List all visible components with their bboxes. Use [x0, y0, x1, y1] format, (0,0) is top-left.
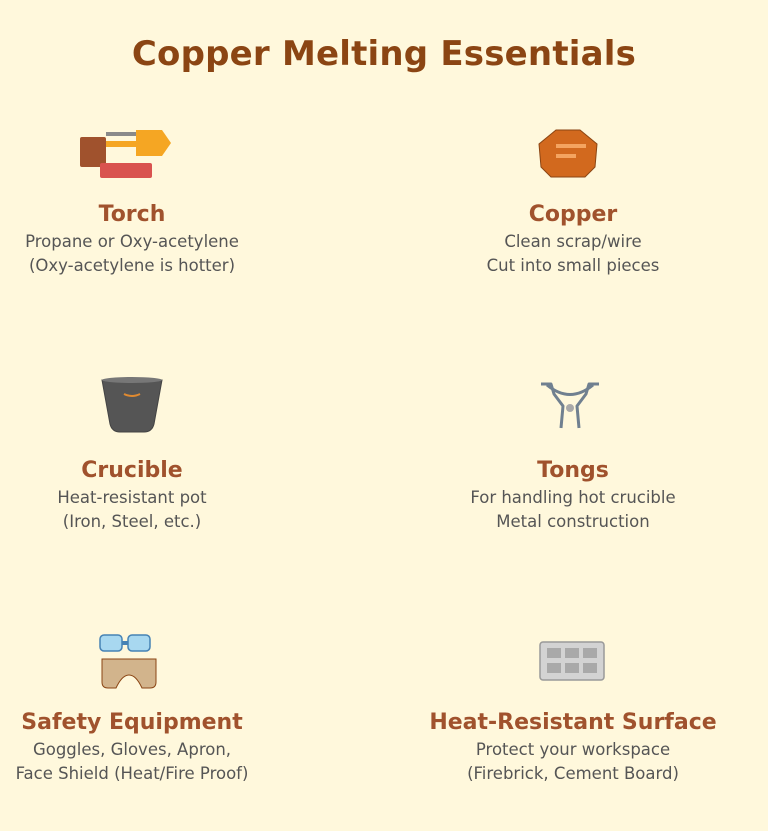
tongs-icon: [381, 374, 765, 444]
safety-equipment-icon: [0, 626, 324, 696]
item-detail-line2: (Oxy-acetylene is hotter): [28, 256, 236, 275]
item-detail-line2: Face Shield (Heat/Fire Proof): [15, 764, 249, 783]
item-name: Tongs: [537, 458, 609, 483]
item-detail-line1: For handling hot crucible: [470, 488, 676, 507]
item-detail-line1: Goggles, Gloves, Apron,: [32, 740, 232, 759]
item-detail-line1: Protect your workspace: [475, 740, 671, 759]
item-name: Torch: [98, 202, 166, 227]
item-detail-line1: Propane or Oxy-acetylene: [25, 232, 239, 251]
item-detail-line2: (Iron, Steel, etc.): [62, 512, 202, 531]
crucible-icon: [0, 374, 324, 444]
torch-icon: [0, 122, 324, 192]
item-name: Crucible: [81, 458, 183, 483]
item-detail-line1: Heat-resistant pot: [57, 488, 207, 507]
item-detail-line2: Cut into small pieces: [486, 256, 660, 275]
page-title: Copper Melting Essentials: [131, 34, 637, 74]
firebrick-surface-icon: [381, 626, 765, 696]
item-name: Heat-Resistant Surface: [429, 710, 717, 735]
item-detail-line2: Metal construction: [496, 512, 650, 531]
item-name: Copper: [528, 202, 618, 227]
item-detail-line2: (Firebrick, Cement Board): [467, 764, 679, 783]
item-name: Safety Equipment: [21, 710, 243, 735]
item-detail-line1: Clean scrap/wire: [504, 232, 642, 251]
copper-nugget-icon: [381, 122, 765, 192]
